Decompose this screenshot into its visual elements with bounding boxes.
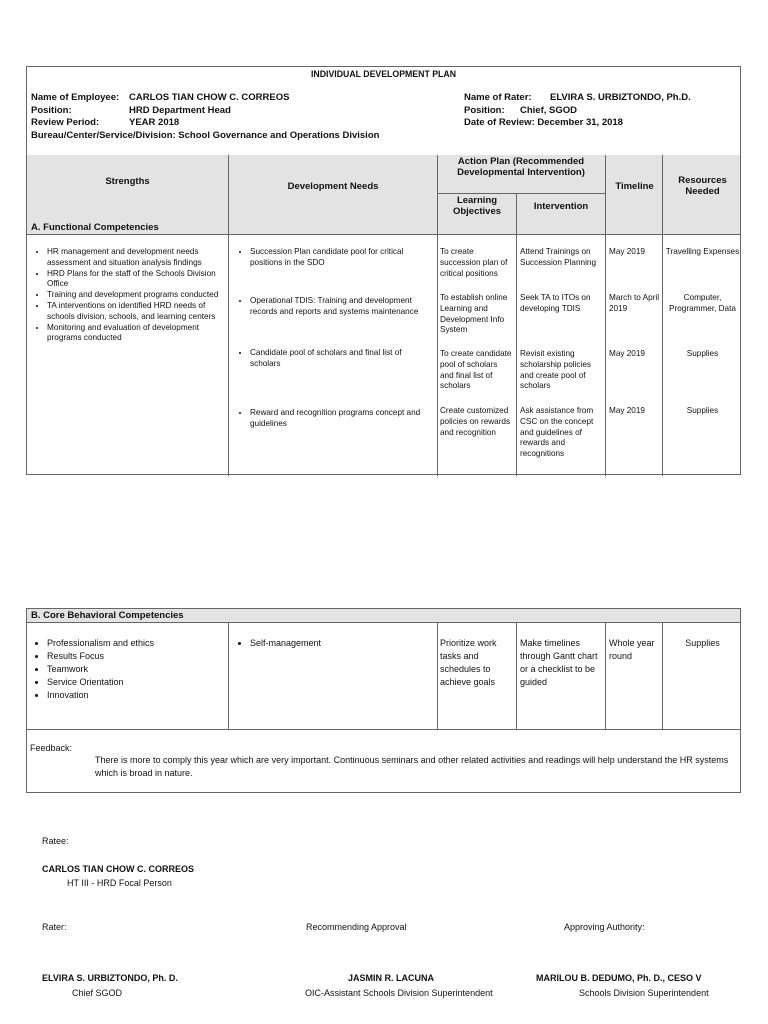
col-timeline: Timeline (615, 181, 654, 192)
intervention: Seek TA to ITOs on developing TDIS (520, 293, 591, 313)
table-row (232, 408, 432, 430)
rater-position: Chief, SGOD (520, 104, 578, 116)
list-item: • Service Orientation (47, 676, 225, 689)
col-intervention: Intervention (533, 201, 589, 212)
resources: Travelling Expenses (665, 247, 740, 256)
list-item: • TA interventions on identified HRD needs of schools division, schools, and learning centers (47, 301, 225, 323)
list-item: • HR management and development needs assessment and situation analysis findings (47, 247, 225, 269)
ratee-name: CARLOS TIAN CHOW C. CORREOS (42, 864, 194, 874)
learning-objective: Create customized policies on rewards and recognition (440, 406, 511, 437)
col-strengths: Strengths (105, 176, 150, 187)
resources: Supplies (686, 349, 719, 358)
section-core-competencies: B. Core Behavioral Competencies (27, 609, 740, 623)
list-item: • Monitoring and evaluation of development programs conducted (47, 323, 225, 345)
learning-objective: To create succession plan of critical positions (440, 247, 508, 278)
list-item: • Professionalism and ethics (47, 637, 225, 650)
list-item: • Training and development programs conducted (47, 290, 225, 301)
approving-name: MARILOU B. DEDUMO, Ph. D., CESO V (536, 973, 702, 983)
intervention: Revisit existing scholarship policies and create pool of scholars (520, 349, 591, 391)
review-date: December 31, 2018 (537, 117, 623, 128)
table-row (232, 348, 432, 370)
idp-table-core (26, 608, 741, 793)
recommending-label: Recommending Approval (306, 922, 407, 932)
ratee-label: Ratee: (42, 836, 69, 846)
timeline: Whole year round (609, 638, 655, 661)
development-need: • Candidate pool of scholars and final list of scholars (250, 348, 432, 370)
form-header (27, 67, 740, 156)
development-need: • Self-management (250, 637, 432, 650)
learning-objective: Prioritize work tasks and schedules to achieve goals (440, 638, 497, 687)
col-resources-needed: Resources Needed (678, 175, 727, 197)
employee-position: HRD Department Head (129, 104, 231, 116)
core-need (232, 637, 432, 650)
list-item: • Results Focus (47, 650, 225, 663)
col-learning-objectives: Learning Objectives (452, 195, 502, 217)
bureau-division: Bureau/Center/Service/Division: School Governance and Operations Division (31, 129, 380, 141)
list-item: • Innovation (47, 689, 225, 702)
review-period: YEAR 2018 (129, 117, 180, 128)
timeline: May 2019 (609, 406, 645, 415)
development-need: • Reward and recognition programs concept and guidelines (250, 408, 432, 430)
resources: Computer, Programmer, Data (669, 293, 736, 313)
recommending-name: JASMIN R. LACUNA (348, 973, 435, 983)
approving-title: Schools Division Superintendent (579, 988, 709, 998)
employee-name: CARLOS TIAN CHOW C. CORREOS (129, 92, 290, 103)
development-need: • Succession Plan candidate pool for critical positions in the SDO (250, 247, 432, 269)
page-title: INDIVIDUAL DEVELOPMENT PLAN (310, 69, 457, 80)
rater-info: Name of Rater: ELVIRA S. URBIZTONDO, Ph.D. Position: Chief, SGOD Date of Review: December 31, 2018 (464, 92, 691, 128)
feedback-label: Feedback: (30, 743, 73, 753)
functional-strengths-list (29, 247, 225, 344)
core-strengths-list (29, 637, 225, 702)
recommending-title: OIC-Assistant Schools Division Superintendent (305, 988, 493, 998)
table-row (232, 296, 432, 318)
feedback-text: There is more to comply this year which are very important. Continuous seminars and other related activities and readings will help understand the HR systems which is broad in nature. (95, 755, 729, 778)
list-item: • HRD Plans for the staff of the Schools Division Office (47, 269, 225, 291)
learning-objective: To create candidate pool of scholars and final list of scholars (440, 349, 512, 391)
table-row (232, 247, 432, 269)
learning-objective: To establish online Learning and Development Info System (440, 293, 508, 335)
resources: Supplies (685, 638, 720, 648)
col-action-plan: Action Plan (Recommended Developmental Intervention) (457, 156, 585, 178)
timeline: March to April 2019 (609, 293, 660, 313)
approving-label: Approving Authority: (564, 922, 645, 932)
rater-signature-title: Chief SGOD (72, 988, 123, 998)
intervention: Attend Trainings on Succession Planning (520, 247, 597, 267)
rater-signature-name: ELVIRA S. URBIZTONDO, Ph. D. (42, 973, 178, 983)
resources: Supplies (686, 406, 719, 415)
column-headers (27, 155, 740, 222)
rater-label: Rater: (42, 922, 67, 932)
ratee-title: HT III - HRD Focal Person (67, 878, 172, 888)
col-development-needs: Development Needs (287, 181, 379, 192)
rater-name: ELVIRA S. URBIZTONDO, Ph.D. (550, 92, 691, 103)
employee-info: Name of Employee: CARLOS TIAN CHOW C. CORREOS Position: HRD Department Head Review Period: YEAR 2018 Bureau/Center/Service/Division: School Governance and Operations Division (31, 92, 380, 141)
list-item: • Teamwork (47, 663, 225, 676)
idp-table-functional (26, 66, 741, 475)
intervention: Make timelines through Gantt chart or a checklist to be guided (520, 638, 598, 687)
section-functional-competencies: A. Functional Competencies (27, 221, 740, 235)
timeline: May 2019 (609, 349, 645, 358)
development-need: • Operational TDIS: Training and development records and reports and systems maintenance (250, 296, 432, 318)
timeline: May 2019 (609, 247, 645, 256)
intervention: Ask assistance from CSC on the concept and guidelines of rewards and recognitions (520, 406, 594, 459)
